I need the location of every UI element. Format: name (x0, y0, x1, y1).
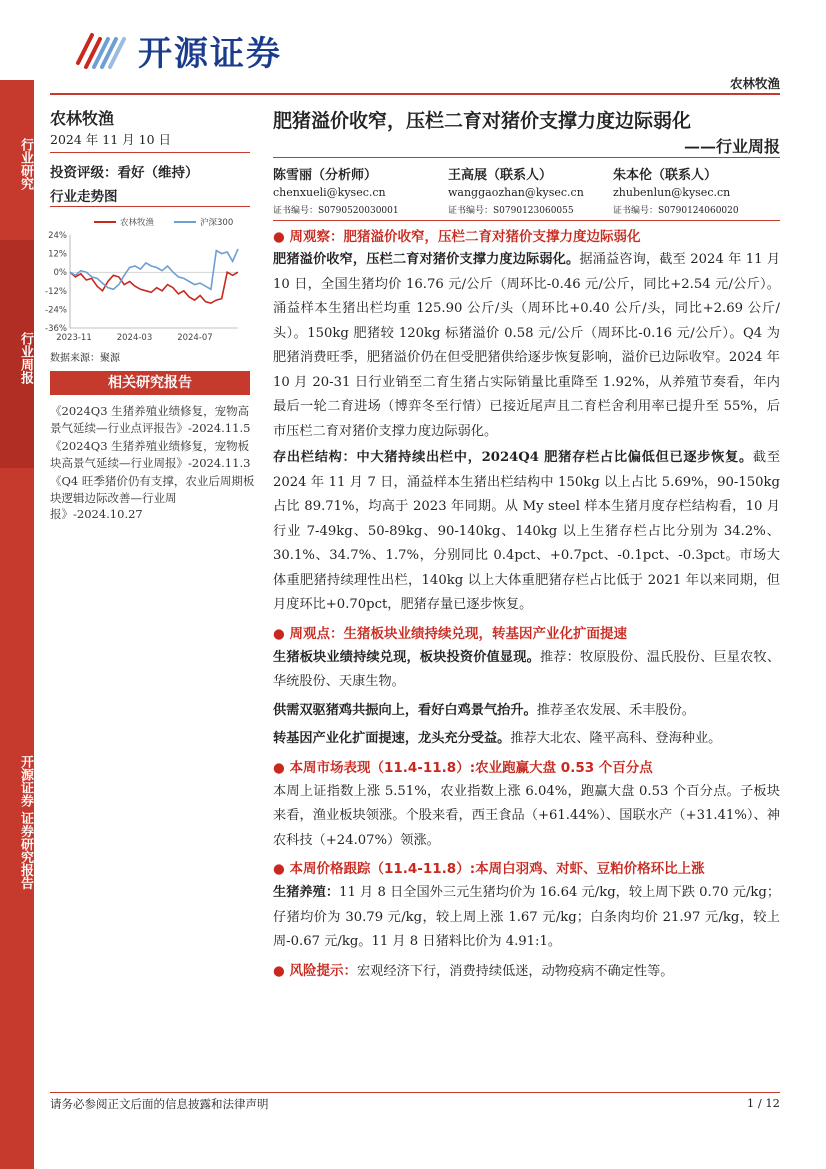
legend-label: 沪深300 (200, 218, 234, 228)
risk-paragraph (273, 959, 780, 985)
related-report-item[interactable]: 《2024Q3 生猪养殖业绩修复，宠物高景气延续—行业点评报告》-2024.11.5 (50, 404, 251, 435)
paragraph-text: 推荐：牧原股份、温氏股份、巨星农牧、华统股份、天康生物。 (273, 649, 781, 689)
analyst-cert: 证书编号：S0790520030001 (273, 206, 399, 216)
logo-text: 开源证券 (138, 33, 282, 74)
paragraph-lead: 转基因产业化扩面提速，龙头充分受益。 (273, 731, 511, 746)
paragraph-text: 推荐大北农、隆平高科、登海种业。 (510, 731, 722, 746)
paragraph-text: 截至 2024 年 11 月 7 日，涌益样本生猪出栏结构中 150kg 以上占比 5.69%，90-150kg 占比 89.71%，均高于 2023 年同期。从 My steel 样本生猪月度存栏结构看，10 月行业 7-49kg、50-89kg、90-140kg、140kg 以上生猪存栏占比分别为 34.2%、30.1%、34.7%、1.7%，分别同比 0.4pct、+0.7pct、-0.1pct、-0.3pct。市场大体重肥猪持续理性出栏，140kg 以上大体重肥猪存栏占比低于 2021 年以来同期，但月度环比+0.70pct，肥猪存量已逐步恢复。 (273, 450, 781, 612)
analyst-name: 朱本伦（联系人） (613, 168, 718, 183)
related-title: 相关研究报告 (108, 375, 192, 391)
header-divider (50, 93, 780, 95)
rating: 投资评级：看好（维持） (50, 165, 199, 181)
section-heading-weekly-view: ● 周观点：生猪板块业绩持续兑现，转基因产业化扩面提速 (273, 625, 627, 642)
left-divider (50, 152, 250, 153)
related-report-item[interactable]: 《2024Q3 生猪养殖业绩修复，宠物板块高景气延续—行业周报》-2024.11.3 (50, 439, 251, 470)
analyst-email[interactable]: wanggaozhan@kysec.cn (448, 186, 584, 199)
sector-tag: 农林牧渔 (729, 76, 780, 91)
paragraph-text: 宏观经济下行，消费持续低迷，动物疫病不确定性等。 (356, 963, 674, 979)
related-report-item[interactable]: 《Q4 旺季猪价仍有支撑，农业后周期板块逻辑边际改善—行业周报》-2024.10.27 (50, 474, 255, 521)
data-source: 数据来源：聚源 (50, 353, 120, 364)
paragraph-text: 推荐圣农发展、禾丰股份。 (536, 702, 695, 718)
analyst-cert: 证书编号：S0790123060055 (448, 206, 574, 216)
footer-disclaimer: 请务必参阅正文后面的信息披露和法律声明 (50, 1097, 269, 1111)
section-heading-price-tracking: ● 本周价格跟踪（11.4-11.8）:本周白羽鸡、对虾、豆粕价格环比上涨 (273, 861, 705, 877)
paragraph (273, 727, 780, 752)
paragraph (273, 780, 780, 854)
related-title-bar (50, 371, 250, 395)
kysec-logo-icon (70, 29, 132, 71)
side-tab-industry-research: 行业研究 (0, 80, 34, 240)
analyst-name: 王高展（联系人） (448, 168, 553, 183)
related-reports-list (50, 403, 260, 523)
x-tick-label: 2023-11 (56, 333, 92, 343)
paragraph-lead: 存出栏结构：中大猪持续出栏中，2024Q4 肥猪存栏占比偏低但已逐步恢复。 (273, 450, 753, 465)
footer-divider (50, 1092, 780, 1093)
trend-divider (50, 206, 250, 207)
section-heading-risk: ● 风险提示： (273, 962, 357, 979)
analyst-divider (273, 220, 780, 221)
paragraph-text: 据涌益咨询，截至 2024 年 11 月 10 日，全国生猪均价 16.76 元/公斤（周环比-0.46 元/公斤，同比+2.54 元/公斤）。涌益样本生猪出栏均重 125.90 公斤/头（周环比+0.40 公斤/头，同比+2.69 公斤/头）。150kg 肥猪较 120kg 标猪溢价 0.58 元/公斤（周环比-0.16 元/公斤）。Q4 为肥猪消费旺季，肥猪溢价仍在但受肥猪供给逐步恢复影响，溢价已边际收窄。2024 年 10 月 20-31 日行业销至二育生猪占实际销量比重降至 1.92%，从养殖节奏看，年内最后一轮二育进场（博弈冬至行情）已接近尾声且二育栏舍利用率已提升至 55%，后市压栏二育对猪价支撑力度边际弱化。 (273, 252, 781, 439)
analyst-name: 陈雪丽（分析师） (273, 168, 378, 183)
side-tab-weekly-report: 行业周报 (0, 240, 34, 468)
y-tick-label: -24% (45, 305, 67, 316)
paragraph (273, 646, 780, 695)
side-tab-kysec-report: 开源证券 证券研究报告 (0, 468, 34, 1169)
report-subtitle: ——行业周报 (683, 137, 780, 156)
paragraph (273, 446, 780, 618)
paragraph-lead: 生猪养殖： (273, 885, 340, 900)
y-tick-label: -36% (45, 324, 67, 334)
report-body (273, 226, 780, 984)
title-divider (273, 157, 780, 158)
kysec-logo (70, 28, 282, 72)
paragraph (273, 881, 780, 955)
report-date: 2024 年 11 月 10 日 (50, 132, 171, 147)
analyst-block (613, 164, 783, 216)
paragraph (273, 248, 780, 444)
legend-label: 农林牧渔 (120, 218, 155, 228)
paragraph-lead: 供需双驱猪鸡共振向上，看好白鸡景气抬升。 (273, 702, 537, 718)
analyst-block (448, 164, 618, 216)
paragraph-text: 11 月 8 日全国外三元生猪均价为 16.64 元/kg，较上周下跌 0.70 元/kg；仔猪均价为 30.79 元/kg，较上周上涨 1.67 元/kg；白条肉均价 21.97 元/kg，较上周-0.67 元/kg。11 月 8 日猪料比价为 4.91:1。 (273, 885, 781, 949)
analyst-email[interactable]: zhubenlun@kysec.cn (613, 186, 731, 199)
report-title: 肥猪溢价收窄，压栏二育对猪价支撑力度边际弱化 (273, 110, 692, 132)
y-tick-label: 0% (53, 268, 67, 279)
section-heading-market-performance: ● 本周市场表现（11.4-11.8）:农业跑赢大盘 0.53 个百分点 (273, 759, 653, 776)
x-tick-label: 2024-03 (116, 333, 153, 343)
y-tick-label: 24% (48, 231, 67, 241)
y-tick-label: 12% (48, 249, 67, 260)
section-heading-weekly-observation: ● 周观察：肥猪溢价收窄，压栏二育对猪价支撑力度边际弱化 (273, 229, 641, 245)
paragraph-lead: 肥猪溢价收窄，压栏二育对猪价支撑力度边际弱化。 (273, 252, 580, 267)
paragraph (273, 699, 780, 724)
analyst-block (273, 164, 453, 216)
trend-title: 行业走势图 (50, 189, 118, 205)
paragraph-text: 本周上证指数上涨 5.51%，农业指数上涨 6.04%，跑赢大盘 0.53 个百分点。子板块来看，渔业板块领涨。个股来看，西王食品（+61.44%）、国联水产（+31.41%）、神农科技（+24.07%）领涨。 (273, 783, 780, 848)
x-tick-label: 2024-07 (177, 333, 213, 343)
analyst-cert: 证书编号：S0790124060020 (613, 206, 739, 216)
analyst-email[interactable]: chenxueli@kysec.cn (273, 186, 386, 199)
y-tick-label: -12% (45, 286, 67, 297)
left-sector: 农林牧渔 (50, 109, 115, 128)
paragraph-lead: 生猪板块业绩持续兑现，板块投资价值显现。 (273, 649, 540, 665)
industry-trend-chart (44, 213, 244, 348)
page-number: 1 / 12 (746, 1096, 780, 1110)
